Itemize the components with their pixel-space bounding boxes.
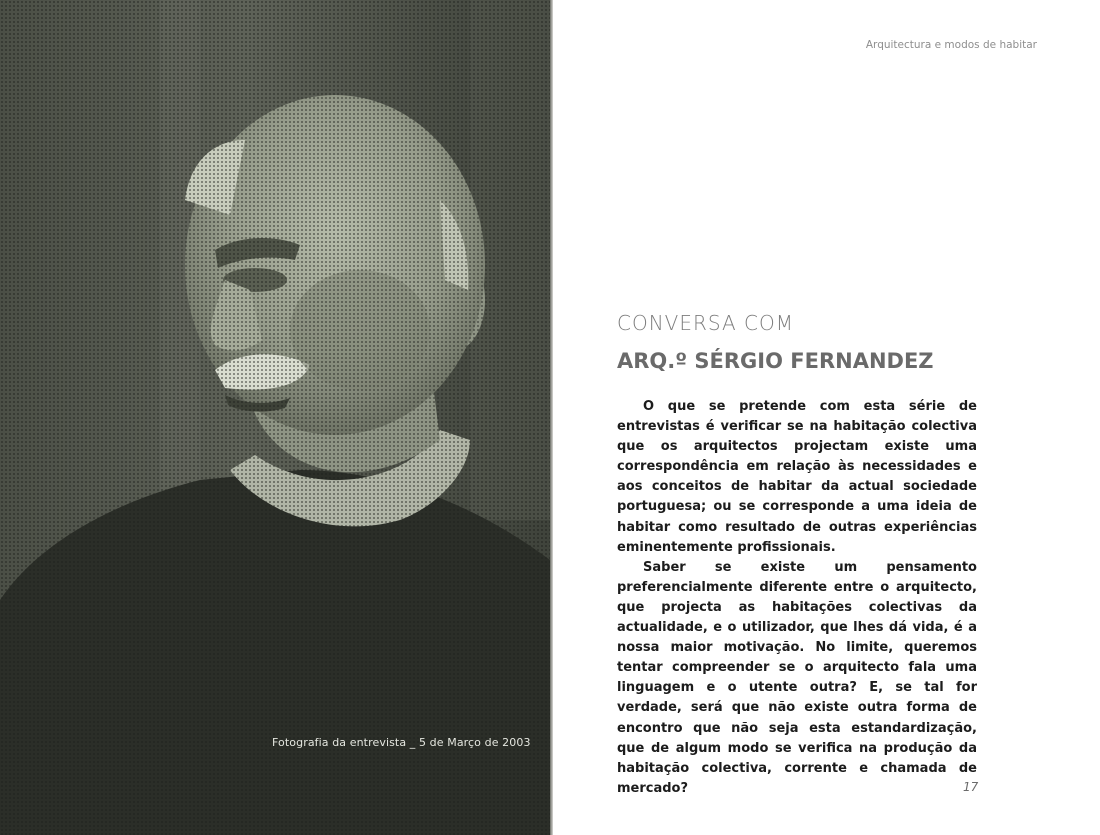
article-body — [617, 397, 977, 799]
page-number: 17 — [963, 780, 979, 794]
article-paragraph-1: O que se pretende com esta série de entrevistas é verificar se na habitação colectiva que os arquitectos projectam existe uma correspondência em relação às necessidades e aos conceitos de habitar da actual sociedade portuguesa; ou se corresponde a uma ideia de habitar como resultado de outras experiências eminentemente profissionais. — [617, 399, 977, 555]
running-header: Arquitectura e modos de habitar — [865, 39, 1037, 51]
article-page — [553, 0, 1100, 835]
photo-caption: Fotografia da entrevista _ 5 de Março de 2003 — [272, 736, 531, 749]
article-kicker: CONVERSA COM — [617, 311, 794, 335]
article-paragraph-2: Saber se existe um pensamento preferencialmente diferente entre o arquitecto, que projecta as habitações colectivas da actualidade, e o utilizador, que lhes dá vida, é a nossa maior motivação. No limite, queremos tentar compreender se o arquitecto fala uma linguagem e o utente outra? E, se tal for verdade, será que não existe outra forma de encontro que não seja esta estandardização, que de algum modo se verifica na produção da habitação colectiva, corrente e chamada de mercado? — [617, 559, 977, 796]
article-title: ARQ.º SÉRGIO FERNANDEZ — [617, 349, 934, 373]
